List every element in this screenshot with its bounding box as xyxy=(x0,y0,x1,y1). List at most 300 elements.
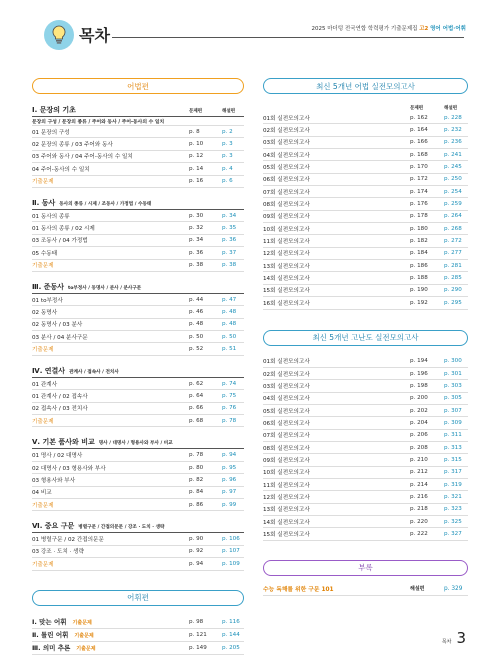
toc-row[interactable] xyxy=(263,467,468,479)
toc-row-label: 03 주어와 동사 / 04 주어-동사의 수 일치 xyxy=(32,154,133,161)
toc-row[interactable] xyxy=(32,151,244,163)
toc-row[interactable] xyxy=(263,272,468,284)
toc-row-answer-page: p. 245 xyxy=(444,164,462,171)
toc-row-label: 03회 실전모의고사 xyxy=(263,383,310,390)
toc-row[interactable] xyxy=(263,380,468,392)
toc-row-page: p. 50 xyxy=(189,333,204,340)
toc-row-answer-page: p. 290 xyxy=(444,287,462,294)
toc-row-answer-page: p. 4 xyxy=(222,165,233,172)
toc-row-answer-page: p. 317 xyxy=(444,469,462,476)
toc-row-page: p. 186 xyxy=(410,262,428,269)
col-header-concept: 문제편 xyxy=(189,108,203,114)
page-footer xyxy=(442,629,466,647)
unit-header xyxy=(32,198,244,210)
toc-row-answer-page: p. 319 xyxy=(444,481,462,488)
unit-header xyxy=(32,366,244,378)
vocab-row[interactable] xyxy=(32,616,244,629)
toc-row[interactable] xyxy=(32,415,244,427)
toc-row-page: p. 174 xyxy=(410,188,428,195)
toc-row-label: 04 비교 xyxy=(32,490,52,497)
toc-row-answer-page: p. 300 xyxy=(444,358,462,365)
toc-row-label: 16회 실전모의고사 xyxy=(263,300,310,307)
toc-row-page: p. 166 xyxy=(410,139,428,146)
toc-row-label: 07회 실전모의고사 xyxy=(263,189,310,196)
toc-row[interactable] xyxy=(263,174,468,186)
toc-row-page: p. 86 xyxy=(189,501,204,508)
toc-row[interactable] xyxy=(32,378,244,390)
toc-row-page: p. 176 xyxy=(410,201,428,208)
book-subject: 영어 어법·어휘 xyxy=(430,26,466,32)
toc-row-answer-page: p. 250 xyxy=(444,176,462,183)
unit-title-text: Ⅵ. 중요 구문 xyxy=(32,522,75,531)
toc-row-page: p. 92 xyxy=(189,548,204,555)
toc-row-page: p. 30 xyxy=(189,212,204,219)
toc-row[interactable] xyxy=(32,306,244,318)
toc-row-label: 09회 실전모의고사 xyxy=(263,214,310,221)
toc-row-label: 08회 실전모의고사 xyxy=(263,445,310,452)
col-header-answer: 해설편 xyxy=(222,108,236,114)
toc-row-answer-page: p. 281 xyxy=(444,262,462,269)
toc-row[interactable] xyxy=(263,149,468,161)
toc-row-answer-page: p. 321 xyxy=(444,493,462,500)
toc-row-answer-page: p. 325 xyxy=(444,518,462,525)
toc-row-page: p. 10 xyxy=(189,141,204,148)
toc-row[interactable] xyxy=(32,138,244,150)
vocab-row-page: p. 121 xyxy=(189,631,207,638)
toc-row-answer-page: p. 232 xyxy=(444,127,462,134)
toc-row-label: 06회 실전모의고사 xyxy=(263,177,310,184)
toc-row-answer-page: p. 307 xyxy=(444,407,462,414)
toc-row-answer-page: p. 48 xyxy=(222,321,237,328)
toc-row-label: 05회 실전모의고사 xyxy=(263,165,310,172)
toc-row-page: p. 14 xyxy=(189,165,204,172)
unit-title-text: Ⅴ. 기본 품사와 비교 xyxy=(32,438,95,447)
appendix-page: p. 329 xyxy=(444,585,463,592)
toc-row-answer-page: p. 99 xyxy=(222,501,237,508)
unit-title-text: Ⅲ. 준동사 xyxy=(32,282,64,291)
toc-row-page: p. 200 xyxy=(410,395,428,402)
toc-row-page: p. 204 xyxy=(410,419,428,426)
toc-row-page: p. 78 xyxy=(189,452,204,459)
appendix-label: 수능 독해를 위한 구문 101 xyxy=(263,587,334,594)
toc-row[interactable] xyxy=(263,112,468,124)
toc-row[interactable] xyxy=(263,285,468,297)
toc-row[interactable] xyxy=(263,211,468,223)
unit-title-text: Ⅱ. 동사 xyxy=(32,198,56,207)
toc-row-page: p. 80 xyxy=(189,464,204,471)
left-column xyxy=(32,78,244,655)
toc-row[interactable] xyxy=(263,186,468,198)
toc-row-answer-page: p. 107 xyxy=(222,548,240,555)
toc-row-label: 01 명사 / 02 대명사 xyxy=(32,453,83,460)
toc-row[interactable] xyxy=(263,297,468,309)
vocab-exam-tag: 기출문제 xyxy=(72,620,92,627)
toc-row-label: 01회 실전모의고사 xyxy=(263,359,310,366)
toc-row[interactable] xyxy=(263,430,468,442)
toc-row[interactable] xyxy=(263,223,468,235)
toc-row-label: 01 to부정사 xyxy=(32,297,63,304)
vocab-row-answer-page: p. 144 xyxy=(222,631,240,638)
toc-row-label: 02 동명사 / 03 분사 xyxy=(32,322,83,329)
toc-row-page: p. 38 xyxy=(189,262,204,269)
unit-header xyxy=(32,437,244,449)
toc-row-page: p. 202 xyxy=(410,407,428,414)
toc-row-label: 04회 실전모의고사 xyxy=(263,396,310,403)
unit-description: to부정사 / 동명사 / 분사 / 분사구문 xyxy=(68,285,142,291)
toc-row[interactable] xyxy=(263,504,468,516)
toc-row-answer-page: p. 38 xyxy=(222,262,237,269)
toc-row-answer-page: p. 228 xyxy=(444,114,462,121)
toc-row-page: p. 212 xyxy=(410,469,428,476)
toc-row-answer-page: p. 2 xyxy=(222,128,233,135)
toc-row-page: p. 8 xyxy=(189,128,200,135)
toc-row-answer-page: p. 315 xyxy=(444,456,462,463)
toc-row[interactable] xyxy=(263,161,468,173)
toc-row[interactable] xyxy=(32,294,244,306)
toc-row-page: p. 32 xyxy=(189,225,204,232)
toc-row[interactable] xyxy=(32,462,244,474)
toc-row-page: p. 164 xyxy=(410,127,428,134)
toc-row-answer-page: p. 97 xyxy=(222,489,237,496)
toc-row-page: p. 214 xyxy=(410,481,428,488)
toc-row-page: p. 82 xyxy=(189,476,204,483)
toc-row-label: 02회 실전모의고사 xyxy=(263,371,310,378)
toc-row[interactable] xyxy=(263,393,468,405)
toc-row[interactable] xyxy=(32,222,244,234)
toc-row[interactable] xyxy=(32,210,244,222)
toc-row-answer-page: p. 305 xyxy=(444,395,462,402)
vocab-row-label xyxy=(32,643,189,652)
toc-row-label: 기출문제 xyxy=(32,179,54,186)
toc-row-label: 02 동명사 xyxy=(32,309,58,316)
toc-row-page: p. 44 xyxy=(189,296,204,303)
toc-row-page: p. 90 xyxy=(189,536,204,543)
toc-row-label: 07회 실전모의고사 xyxy=(263,433,310,440)
toc-row-label: 13회 실전모의고사 xyxy=(263,507,310,514)
toc-row-page: p. 218 xyxy=(410,506,428,513)
toc-row-answer-page: p. 94 xyxy=(222,452,237,459)
toc-row-answer-page: p. 313 xyxy=(444,444,462,451)
toc-row[interactable] xyxy=(32,319,244,331)
toc-row-answer-page: p. 311 xyxy=(444,432,462,439)
toc-row-answer-page: p. 285 xyxy=(444,275,462,282)
footer-label: 목차 xyxy=(441,639,452,645)
toc-row-answer-page: p. 51 xyxy=(222,346,237,353)
unit-title xyxy=(32,437,173,447)
toc-row-answer-page: p. 264 xyxy=(444,213,462,220)
toc-row-label: 10회 실전모의고사 xyxy=(263,226,310,233)
unit-title xyxy=(32,366,119,376)
book-grade: 고2 xyxy=(419,26,429,32)
unit-description: 병렬구문 / 간접의문문 / 강조 · 도치 · 생략 xyxy=(78,525,165,531)
unit-description: 명사 / 대명사 / 형용사와 부사 / 비교 xyxy=(98,441,173,447)
toc-row-answer-page: p. 259 xyxy=(444,201,462,208)
toc-row-answer-page: p. 309 xyxy=(444,419,462,426)
toc-row[interactable] xyxy=(263,124,468,136)
vocab-exam-tag: 기출문제 xyxy=(76,646,96,653)
grammar-unit xyxy=(32,437,244,511)
toc-row-label: 01 관계사 xyxy=(32,381,58,388)
toc-row-answer-page: p. 109 xyxy=(222,560,240,567)
toc-row-label: 기출문제 xyxy=(32,502,54,509)
page-title: 목차 xyxy=(79,26,110,45)
toc-row-answer-page: p. 295 xyxy=(444,299,462,306)
grammar-unit xyxy=(32,105,244,188)
toc-row-page: p. 16 xyxy=(189,178,204,185)
toc-row[interactable] xyxy=(32,163,244,175)
grammar-unit xyxy=(32,366,244,428)
toc-row-label: 03 분사 / 04 분사구문 xyxy=(32,334,88,341)
toc-row-answer-page: p. 268 xyxy=(444,225,462,232)
toc-row-page: p. 208 xyxy=(410,444,428,451)
page-header xyxy=(0,0,500,62)
toc-row[interactable] xyxy=(32,176,244,188)
vocab-unit-title: Ⅱ. 틀린 어휘 xyxy=(32,631,69,640)
toc-row-page: p. 198 xyxy=(410,382,428,389)
toc-row-page: p. 52 xyxy=(189,346,204,353)
toc-row[interactable] xyxy=(263,405,468,417)
toc-row[interactable] xyxy=(32,546,244,558)
toc-row[interactable] xyxy=(32,343,244,355)
right-column xyxy=(263,78,468,596)
toc-row-answer-page: p. 74 xyxy=(222,380,237,387)
toc-row-page: p. 64 xyxy=(189,392,204,399)
toc-row[interactable] xyxy=(32,390,244,402)
toc-row[interactable] xyxy=(32,247,244,259)
toc-row-page: p. 220 xyxy=(410,518,428,525)
toc-row-answer-page: p. 50 xyxy=(222,333,237,340)
vocab-row-answer-page: p. 116 xyxy=(222,618,240,625)
toc-row[interactable] xyxy=(32,449,244,461)
toc-row[interactable] xyxy=(263,235,468,247)
toc-row[interactable] xyxy=(263,516,468,528)
grammar-unit xyxy=(32,282,244,356)
toc-row-answer-page: p. 3 xyxy=(222,153,233,160)
vocab-row[interactable] xyxy=(32,629,244,642)
toc-row-label: 11회 실전모의고사 xyxy=(263,482,310,489)
toc-row[interactable] xyxy=(32,403,244,415)
toc-row-answer-page: p. 6 xyxy=(222,178,233,185)
toc-row-label: 14회 실전모의고사 xyxy=(263,519,310,526)
toc-row-label: 01 동사의 종류 / 02 시제 xyxy=(32,226,95,233)
toc-row-answer-page: p. 272 xyxy=(444,238,462,245)
toc-row-label: 기출문제 xyxy=(32,561,54,568)
toc-row-answer-page: p. 327 xyxy=(444,530,462,537)
unit-description: 관계사 / 접속사 / 전치사 xyxy=(69,369,119,375)
vocab-row-answer-page: p. 205 xyxy=(222,644,240,651)
toc-row[interactable] xyxy=(263,198,468,210)
toc-row[interactable] xyxy=(32,474,244,486)
toc-row-answer-page: p. 76 xyxy=(222,405,237,412)
toc-row-answer-page: p. 106 xyxy=(222,536,240,543)
toc-row[interactable] xyxy=(263,528,468,540)
appendix-title: 부록 xyxy=(263,560,468,576)
toc-row[interactable] xyxy=(263,454,468,466)
recent-grammar-rows xyxy=(263,112,468,310)
toc-row-label: 02회 실전모의고사 xyxy=(263,128,310,135)
book-subtitle xyxy=(311,24,466,32)
toc-row-label: 11회 실전모의고사 xyxy=(263,239,310,246)
appendix-book: 해설편 xyxy=(410,586,425,593)
toc-row-label: 01 동사의 종류 xyxy=(32,213,70,220)
toc-row-label: 01 병렬구문 / 02 간접의문문 xyxy=(32,537,104,544)
toc-row-label: 04 주어-동사의 수 일치 xyxy=(32,166,90,173)
vocab-row-page: p. 149 xyxy=(189,644,207,651)
toc-row-label: 05회 실전모의고사 xyxy=(263,408,310,415)
toc-row-page: p. 84 xyxy=(189,489,204,496)
toc-row-label: 06회 실전모의고사 xyxy=(263,420,310,427)
toc-row[interactable] xyxy=(263,417,468,429)
column-headers xyxy=(189,106,244,115)
toc-row-label: 12회 실전모의고사 xyxy=(263,494,310,501)
unit-title xyxy=(32,198,151,208)
toc-row-label: 12회 실전모의고사 xyxy=(263,251,310,258)
toc-row-page: p. 172 xyxy=(410,176,428,183)
book-series: 2025 마더텅 전국연합 학력평가 기출문제집 xyxy=(311,26,418,32)
col-header-concept: 문제편 xyxy=(410,105,424,111)
toc-row-answer-page: p. 96 xyxy=(222,476,237,483)
toc-row-label: 10회 실전모의고사 xyxy=(263,470,310,477)
grammar-sections xyxy=(32,105,244,571)
column-headers xyxy=(263,103,468,112)
toc-row-page: p. 48 xyxy=(189,321,204,328)
recent-high-title: 최신 5개년 고난도 실전모의고사 xyxy=(263,330,468,346)
unit-title-text: Ⅰ. 문장의 기초 xyxy=(32,106,76,114)
toc-row-page: p. 12 xyxy=(189,153,204,160)
toc-row[interactable] xyxy=(32,260,244,272)
toc-row-answer-page: p. 323 xyxy=(444,506,462,513)
col-header-answer: 해설편 xyxy=(444,105,458,111)
toc-row-page: p. 178 xyxy=(410,213,428,220)
toc-row[interactable] xyxy=(32,126,244,138)
toc-row[interactable] xyxy=(32,499,244,511)
toc-row[interactable] xyxy=(263,137,468,149)
unit-title xyxy=(32,105,76,115)
unit-title-text: Ⅳ. 연결사 xyxy=(32,366,66,375)
toc-row-label: 기출문제 xyxy=(32,347,54,354)
toc-row[interactable] xyxy=(263,368,468,380)
toc-row[interactable] xyxy=(32,558,244,570)
vocab-row[interactable] xyxy=(32,642,244,655)
vocab-row-page: p. 98 xyxy=(189,618,204,625)
toc-row[interactable] xyxy=(32,533,244,545)
toc-row-answer-page: p. 303 xyxy=(444,382,462,389)
toc-row-label: 기출문제 xyxy=(32,263,54,270)
toc-row[interactable] xyxy=(263,491,468,503)
toc-row[interactable] xyxy=(263,248,468,260)
toc-row-page: p. 170 xyxy=(410,164,428,171)
toc-row-answer-page: p. 277 xyxy=(444,250,462,257)
toc-row-answer-page: p. 78 xyxy=(222,417,237,424)
recent-high-rows xyxy=(263,356,468,541)
vocab-exam-tag: 기출문제 xyxy=(74,633,94,640)
toc-row-page: p. 180 xyxy=(410,225,428,232)
unit-title xyxy=(32,521,165,531)
vocab-row-label xyxy=(32,617,189,626)
toc-row-page: p. 194 xyxy=(410,358,428,365)
toc-row-page: p. 190 xyxy=(410,287,428,294)
toc-row-page: p. 182 xyxy=(410,238,428,245)
recent-grammar-title: 최신 5개년 어법 실전모의고사 xyxy=(263,78,468,94)
header-divider xyxy=(112,37,464,38)
appendix-row[interactable] xyxy=(263,583,468,596)
toc-row-answer-page: p. 241 xyxy=(444,151,462,158)
toc-row-answer-page: p. 301 xyxy=(444,370,462,377)
toc-row-label: 04회 실전모의고사 xyxy=(263,152,310,159)
toc-row[interactable] xyxy=(32,235,244,247)
toc-row-answer-page: p. 254 xyxy=(444,188,462,195)
toc-row-label: 15회 실전모의고사 xyxy=(263,531,310,538)
toc-row-label: 01회 실전모의고사 xyxy=(263,115,310,122)
toc-row-answer-page: p. 37 xyxy=(222,249,237,256)
toc-row[interactable] xyxy=(32,487,244,499)
toc-row[interactable] xyxy=(263,442,468,454)
toc-row-page: p. 188 xyxy=(410,275,428,282)
toc-row-label: 02 대명사 / 03 형용사와 부사 xyxy=(32,465,106,472)
toc-row-page: p. 192 xyxy=(410,299,428,306)
vocab-row-label xyxy=(32,630,189,639)
toc-row-answer-page: p. 34 xyxy=(222,212,237,219)
toc-row-answer-page: p. 48 xyxy=(222,308,237,315)
vocab-section-title: 어휘편 xyxy=(32,590,244,606)
toc-row-label: 03 조동사 / 04 가정법 xyxy=(32,238,88,245)
grammar-unit xyxy=(32,521,244,570)
unit-header xyxy=(32,521,244,533)
page-number: 3 xyxy=(456,629,466,647)
toc-row-label: 02 접속사 / 03 전치사 xyxy=(32,406,88,413)
grammar-unit xyxy=(32,198,244,272)
toc-row-label: 03 강조 · 도치 · 생략 xyxy=(32,549,84,556)
toc-row-answer-page: p. 47 xyxy=(222,296,237,303)
vocab-unit-title: Ⅰ. 맞는 어휘 xyxy=(32,618,67,627)
toc-row[interactable] xyxy=(263,260,468,272)
toc-row-label: 05 수동태 xyxy=(32,250,58,257)
unit-title xyxy=(32,282,141,292)
unit-description: 동사의 종류 / 시제 / 조동사 / 가정법 / 수동태 xyxy=(59,201,152,207)
toc-row-page: p. 168 xyxy=(410,151,428,158)
vocab-section xyxy=(32,590,244,655)
toc-row-page: p. 184 xyxy=(410,250,428,257)
toc-row[interactable] xyxy=(32,331,244,343)
toc-row[interactable] xyxy=(263,479,468,491)
toc-row-label: 02 문장의 종류 / 03 주어와 동사 xyxy=(32,142,113,149)
toc-row-label: 14회 실전모의고사 xyxy=(263,276,310,283)
vocab-unit-title: Ⅲ. 의미 추론 xyxy=(32,644,71,653)
toc-row[interactable] xyxy=(263,356,468,368)
toc-row-page: p. 210 xyxy=(410,456,428,463)
toc-row-page: p. 36 xyxy=(189,249,204,256)
toc-row-answer-page: p. 35 xyxy=(222,225,237,232)
toc-row-label: 13회 실전모의고사 xyxy=(263,263,310,270)
toc-row-page: p. 94 xyxy=(189,560,204,567)
toc-row-page: p. 46 xyxy=(189,308,204,315)
toc-row-page: p. 196 xyxy=(410,370,428,377)
toc-row-answer-page: p. 3 xyxy=(222,141,233,148)
toc-row-label: 09회 실전모의고사 xyxy=(263,457,310,464)
vocab-rows xyxy=(32,616,244,655)
unit-subtitle: 문장의 구성 / 문장의 종류 / 주어와 동사 / 주어-동사의 수 일치 xyxy=(32,117,244,126)
toc-row-answer-page: p. 75 xyxy=(222,392,237,399)
toc-row-answer-page: p. 95 xyxy=(222,464,237,471)
toc-row-label: 15회 실전모의고사 xyxy=(263,288,310,295)
toc-row-page: p. 216 xyxy=(410,493,428,500)
toc-row-label: 기출문제 xyxy=(32,418,54,425)
unit-header xyxy=(32,282,244,294)
toc-row-label: 01 문장의 구성 xyxy=(32,129,70,136)
toc-row-page: p. 162 xyxy=(410,114,428,121)
toc-row-page: p. 34 xyxy=(189,237,204,244)
toc-row-label: 08회 실전모의고사 xyxy=(263,202,310,209)
